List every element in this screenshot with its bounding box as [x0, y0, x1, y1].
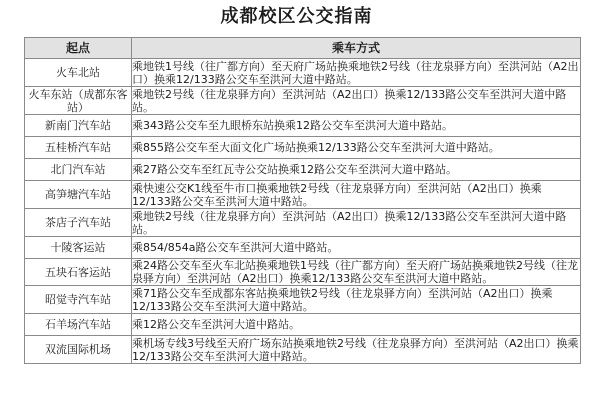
origin-cell: 火车东站（成都东客站）	[25, 87, 132, 115]
route-cell: 乘343路公交车至九眼桥东站换乘12路公交车至洪河大道中路站。	[132, 115, 581, 137]
origin-cell: 五块石客运站	[25, 259, 132, 286]
table-row	[25, 259, 581, 286]
page-title: 成都校区公交指南	[220, 6, 373, 27]
table-row	[25, 59, 581, 87]
table-row	[25, 237, 581, 259]
origin-cell: 高笋塘汽车站	[25, 181, 132, 209]
table-row	[25, 314, 581, 336]
header-route: 乘车方式	[132, 38, 581, 59]
route-cell: 乘快速公交K1线至牛市口换乘地铁2号线（往龙泉驿方向）至洪河站（A2出口）换乘12/133路公交车至洪河大道中路站。	[132, 181, 581, 209]
origin-cell: 五桂桥汽车站	[25, 137, 132, 159]
route-cell: 乘地铁2号线（往龙泉驿方向）至洪河站（A2出口）换乘12/133路公交车至洪河大道中路站。	[132, 87, 581, 115]
origin-cell: 昭觉寺汽车站	[25, 286, 132, 314]
table-row	[25, 87, 581, 115]
table-row	[25, 286, 581, 314]
table-header-row	[25, 38, 581, 59]
origin-cell: 茶店子汽车站	[25, 209, 132, 237]
table-row	[25, 209, 581, 237]
route-cell: 乘854/854a路公交车至洪河大道中路站。	[132, 237, 581, 259]
table-row	[25, 137, 581, 159]
header-origin: 起点	[25, 38, 132, 59]
origin-cell: 火车北站	[25, 59, 132, 87]
table-row	[25, 159, 581, 181]
origin-cell: 十陵客运站	[25, 237, 132, 259]
origin-cell: 新南门汽车站	[25, 115, 132, 137]
origin-cell: 北门汽车站	[25, 159, 132, 181]
route-cell: 乘27路公交车至红瓦寺公交站换乘12路公交车至洪河大道中路站。	[132, 159, 581, 181]
table-row	[25, 115, 581, 137]
route-cell: 乘机场专线3号线至天府广场东站换乘地铁2号线（往龙泉驿方向）至洪河站（A2出口）换乘12/133路公交车至洪河大道中路站。	[132, 336, 579, 363]
route-cell: 乘24路公交车至火车北站换乘地铁1号线（往广都方向）至天府广场站换乘地铁2号线（往龙泉驿方向）至洪河站（A2出口）换乘12/133路公交车至洪河大道中路站。	[132, 259, 581, 286]
origin-cell: 双流国际机场	[25, 336, 132, 364]
route-cell: 乘地铁1号线（往广都方向）至天府广场站换乘地铁2号线（往龙泉驿方向）至洪河站（A2出口）换乘12/133路公交车至洪河大道中路站。	[132, 59, 579, 86]
route-cell: 乘地铁2号线（往龙泉驿方向）至洪河站（A2出口）换乘12/133路公交车至洪河大道中路站。	[132, 209, 581, 237]
route-cell: 乘71路公交车至成都东客站换乘地铁2号线（往龙泉驿方向）至洪河站（A2出口）换乘12/133路公交车至洪河大道中路站。	[132, 286, 581, 314]
route-cell: 乘855路公交车至大面文化广场站换乘12/133路公交车至洪河大道中路站。	[132, 137, 581, 159]
transit-guide-table	[24, 37, 581, 364]
route-cell: 乘12路公交车至洪河大道中路站。	[132, 314, 581, 336]
table-row	[25, 181, 581, 209]
origin-cell: 石羊场汽车站	[25, 314, 132, 336]
table-row	[25, 336, 581, 364]
